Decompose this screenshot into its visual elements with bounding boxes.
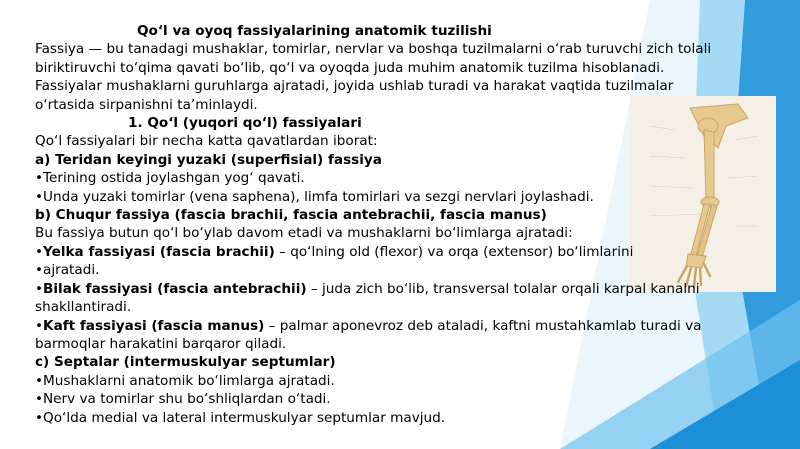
part-a-bullet-2: •Unda yuzaki tomirlar (vena saphena), limfa tomirlari va sezgi nervlari joylashadi. bbox=[35, 188, 594, 205]
bilak-term: Bilak fassiyasi (fascia antebrachii) bbox=[43, 280, 307, 297]
slide-title: Qo‘l va oyoq fassiyalarining anatomik tuzilishi bbox=[137, 23, 492, 39]
bilak-bullet bbox=[35, 280, 735, 298]
bullet-mark: • bbox=[35, 317, 44, 334]
kaft-term: Kaft fassiyasi (fascia manus) bbox=[43, 317, 265, 334]
part-b-heading: b) Chuqur fassiya (fascia brachii, fascia antebrachii, fascia manus) bbox=[35, 207, 547, 224]
intro-line-2: biriktiruvchi to‘qima qavati bo‘lib, qo‘l va oyoqda juda muhim anatomik tuzilma hisoblanadi. bbox=[35, 59, 665, 76]
slide-text bbox=[35, 22, 735, 427]
bilak-continuation: shakllantiradi. bbox=[35, 299, 132, 316]
kaft-text: – palmar aponevroz deb ataladi, kaftni mustahkamlab turadi va bbox=[264, 317, 702, 334]
intro-line-1: Fassiya — bu tanadagi mushaklar, tomirlar, nervlar va boshqa tuzilmalarni o‘rab turuvchi zich tolali bbox=[35, 41, 712, 58]
part-c-heading: c) Septalar (intermuskulyar septumlar) bbox=[35, 354, 336, 371]
bilak-text: – juda zich bo‘lib, transversal tolalar orqali karpal kanalni bbox=[306, 280, 700, 297]
section-1-intro: Qo‘l fassiyalari bir necha katta qavatlardan iborat: bbox=[35, 133, 378, 150]
intro-line-4: o‘rtasida sirpanishni ta’minlaydi. bbox=[35, 96, 258, 113]
intro-line-3: Fassiyalar mushaklarni guruhlarga ajratadi, joyida ushlab turadi va harakat vaqtida tuzilmalar bbox=[35, 78, 674, 95]
part-b-intro: Bu fassiya butun qo‘l bo‘ylab davom etadi va mushaklarni bo‘limlarga ajratadi: bbox=[35, 225, 573, 242]
part-c-bullet-3: •Qo‘lda medial va lateral intermuskulyar septumlar mavjud. bbox=[35, 409, 446, 426]
part-c-bullet-2: •Nerv va tomirlar shu bo‘shliqlardan o‘tadi. bbox=[35, 391, 331, 408]
yelka-text: – qo‘lning old (flexor) va orqa (extensor) bo‘limlarini bbox=[274, 243, 634, 260]
yelka-term: Yelka fassiyasi (fascia brachii) bbox=[43, 243, 275, 260]
part-a-bullet-1: •Terining ostida joylashgan yog‘ qavati. bbox=[35, 170, 305, 187]
yelka-bullet bbox=[35, 243, 735, 261]
kaft-continuation: barmoqlar harakatini barqaror qiladi. bbox=[35, 335, 287, 352]
part-a-heading: a) Teridan keyingi yuzaki (superfisial) fassiya bbox=[35, 151, 382, 168]
yelka-continuation: •ajratadi. bbox=[35, 262, 100, 279]
section-1-heading: 1. Qo‘l (yuqori qo‘l) fassiyalari bbox=[128, 115, 362, 132]
kaft-bullet bbox=[35, 317, 735, 335]
part-c-bullet-1: •Mushaklarni anatomik bo‘limlarga ajratadi. bbox=[35, 372, 335, 389]
bullet-mark: • bbox=[35, 243, 44, 260]
bullet-mark: • bbox=[35, 280, 44, 297]
